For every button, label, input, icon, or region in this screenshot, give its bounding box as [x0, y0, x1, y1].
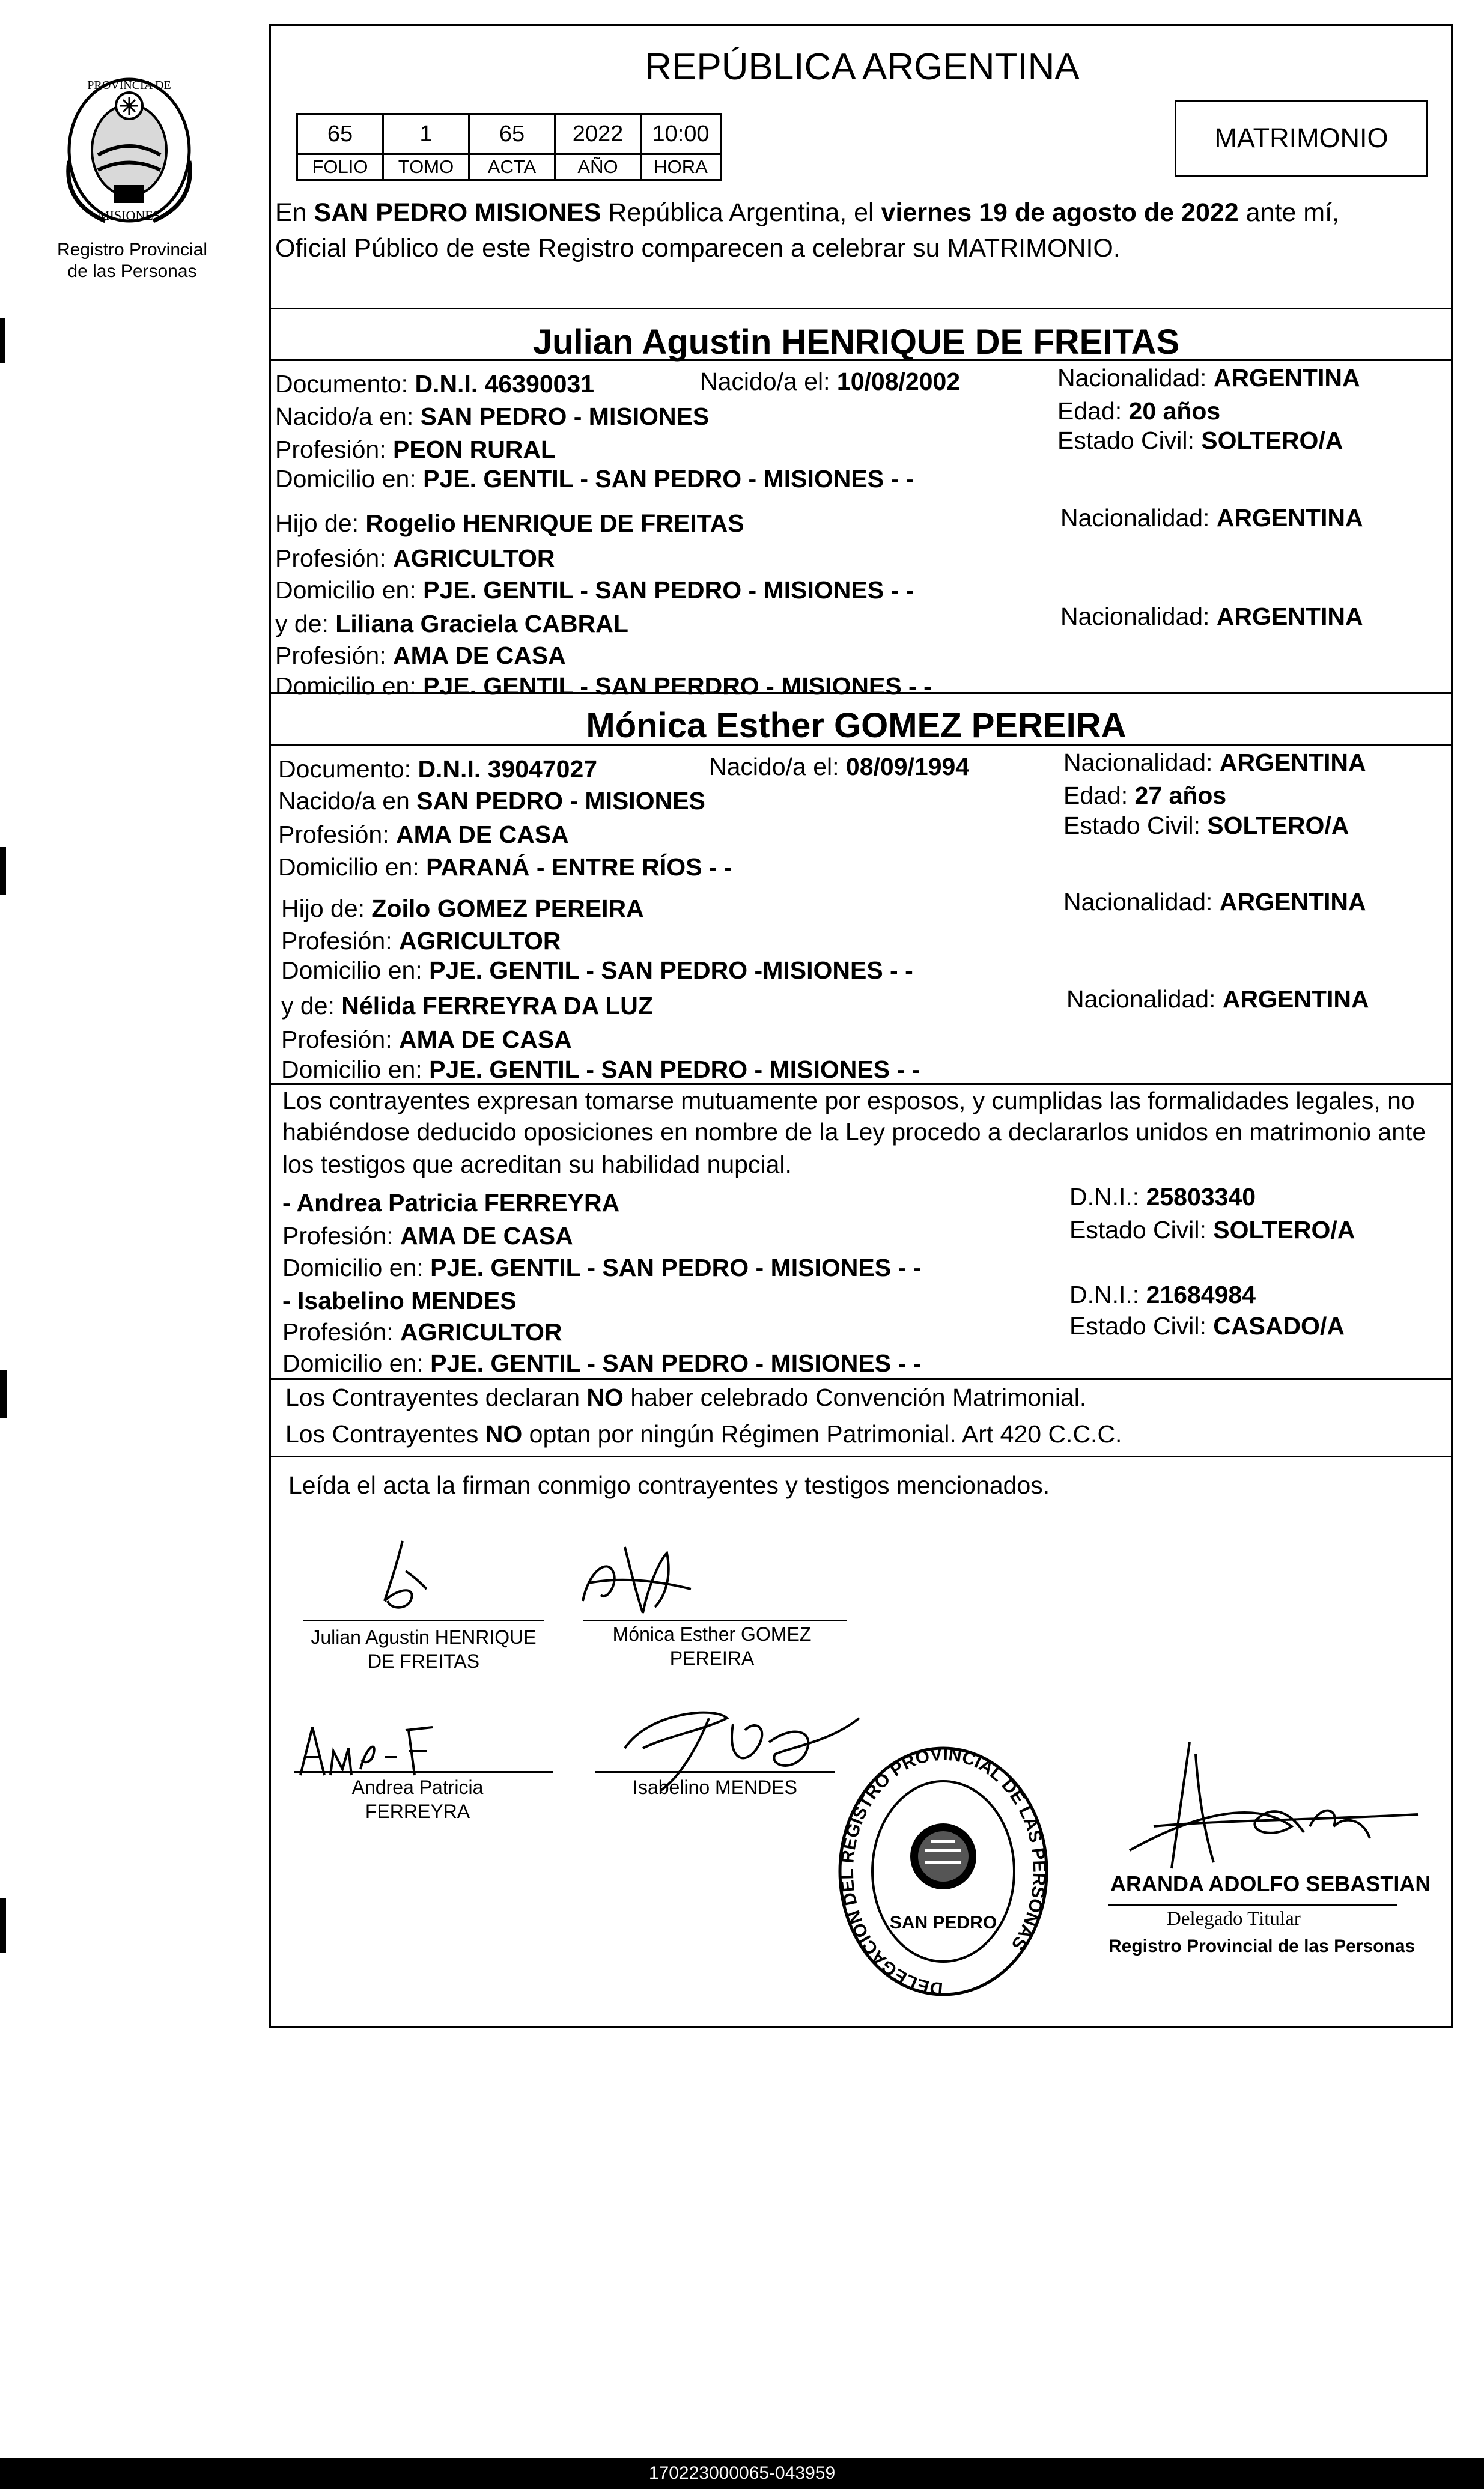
hora-label: HORA: [641, 154, 721, 180]
spouse2-age: Edad: 27 años: [1063, 782, 1227, 809]
divider: [269, 308, 1453, 309]
footer-code: 170223000065-043959: [648, 2463, 836, 2483]
signature-line: [294, 1771, 553, 1773]
acta-value: 65: [469, 114, 555, 154]
acta-label: ACTA: [469, 154, 555, 180]
witness1-dni: D.N.I.: 25803340: [1069, 1183, 1256, 1211]
divider: [269, 1083, 1453, 1085]
divider: [269, 744, 1453, 746]
anio-label: AÑO: [555, 154, 641, 180]
spouse1-profession: Profesión: PEON RURAL: [275, 436, 556, 463]
country-title: REPÚBLICA ARGENTINA: [645, 46, 1080, 88]
witness2-profession: Profesión: AGRICULTOR: [282, 1318, 562, 1346]
spouse2-mother-profession: Profesión: AMA DE CASA: [281, 1026, 572, 1053]
stamp-center-text: SAN PEDRO: [889, 1913, 997, 1933]
divider: [269, 359, 1453, 361]
stamp-ring-text: DELEGACION DEL REGISTRO PROVINCIAL DE LAS PERSONAS: [837, 1745, 1050, 1999]
officer-name: ARANDA ADOLFO SEBASTIAN: [1110, 1871, 1431, 1896]
closing-text: Leída el acta la firman conmigo contrayentes y testigos mencionados.: [288, 1471, 1050, 1499]
spouse2-document: Documento: D.N.I. 39047027: [278, 755, 598, 783]
spouse1-mother-nationality: Nacionalidad: ARGENTINA: [1060, 603, 1363, 630]
signature-officer: [1093, 1730, 1430, 1880]
spouse2-father-profession: Profesión: AGRICULTOR: [281, 927, 561, 955]
scan-mark: [0, 1898, 6, 1953]
signature-caption-witness1: Andrea Patricia FERREYRA: [351, 1776, 484, 1822]
logo-caption-line2: de las Personas: [67, 261, 197, 281]
spouse1-mother-profession: Profesión: AMA DE CASA: [275, 642, 566, 669]
witness1-civil-status: Estado Civil: SOLTERO/A: [1069, 1216, 1355, 1244]
spouse2-mother: y de: Nélida FERREYRA DA LUZ: [281, 992, 653, 1020]
signature-line: [1108, 1904, 1397, 1906]
spouse1-civil-status: Estado Civil: SOLTERO/A: [1057, 427, 1343, 454]
intro-text: República Argentina, el: [601, 198, 881, 227]
spouse2-mother-address: Domicilio en: PJE. GENTIL - SAN PEDRO - MISIONES - -: [281, 1056, 920, 1083]
spouse1-mother: y de: Liliana Graciela CABRAL: [275, 610, 628, 637]
spouse1-nationality: Nacionalidad: ARGENTINA: [1057, 364, 1360, 392]
convention-line-2: Los Contrayentes NO optan por ningún Régimen Patrimonial. Art 420 C.C.C.: [285, 1420, 1122, 1448]
intro-text: En: [275, 198, 314, 227]
signature-line: [583, 1620, 847, 1621]
signature-caption-witness2: Isabelino MENDES: [633, 1776, 797, 1798]
folio-value: 65: [297, 114, 383, 154]
footer-bar: [0, 2458, 1484, 2489]
spouse1-father-profession: Profesión: AGRICULTOR: [275, 544, 555, 572]
scan-mark: [0, 1370, 7, 1418]
seal-bottom-text: MISIONES: [98, 208, 160, 223]
signature-caption-spouse2: Mónica Esther GOMEZ PEREIRA: [612, 1623, 812, 1669]
spouse1-address: Domicilio en: PJE. GENTIL - SAN PEDRO - MISIONES - -: [275, 465, 914, 493]
officer-office: Registro Provincial de las Personas: [1108, 1936, 1416, 1956]
witness2-address: Domicilio en: PJE. GENTIL - SAN PEDRO - MISIONES - -: [282, 1349, 922, 1377]
folio-label: FOLIO: [297, 154, 383, 180]
signature-spouse2: [571, 1535, 703, 1625]
spouse1-father-address: Domicilio en: PJE. GENTIL - SAN PEDRO - MISIONES - -: [275, 576, 914, 604]
spouse2-civil-status: Estado Civil: SOLTERO/A: [1063, 812, 1349, 839]
signature-spouse1: [354, 1535, 451, 1619]
spouse1-birthdate: Nacido/a el: 10/08/2002: [700, 368, 961, 395]
signature-caption-spouse1: Julian Agustin HENRIQUE DE FREITAS: [311, 1626, 537, 1672]
spouse2-father: Hijo de: Zoilo GOMEZ PEREIRA: [281, 895, 644, 922]
hora-value: 10:00: [641, 114, 721, 154]
intro-place: SAN PEDRO MISIONES: [314, 198, 601, 227]
act-type-box: [1175, 100, 1428, 177]
act-type: MATRIMONIO: [1214, 123, 1388, 153]
divider: [269, 1378, 1453, 1380]
witness1-name: - Andrea Patricia FERREYRA: [282, 1189, 620, 1217]
spouse2-father-address: Domicilio en: PJE. GENTIL - SAN PEDRO -MISIONES - -: [281, 956, 913, 984]
signature-line: [595, 1771, 835, 1773]
spouse2-profession: Profesión: AMA DE CASA: [278, 821, 569, 848]
declaration-line-3: los testigos que acreditan su habilidad nupcial.: [282, 1150, 792, 1178]
spouse2-birthdate: Nacido/a el: 08/09/1994: [709, 753, 970, 780]
tomo-value: 1: [383, 114, 469, 154]
spouse1-document: Documento: D.N.I. 46390031: [275, 370, 595, 398]
spouse1-father-nationality: Nacionalidad: ARGENTINA: [1060, 504, 1363, 532]
intro-line-1: [275, 200, 1339, 226]
spouse1-age: Edad: 20 años: [1057, 397, 1221, 425]
official-stamp: [835, 1745, 1051, 2004]
declaration-line-2: habiéndose deducido oposiciones en nombre de la Ley procedo a declararlos unidos en matrimonio ante: [282, 1118, 1426, 1146]
officer-title: Delegado Titular: [1167, 1908, 1301, 1930]
anio-value: 2022: [555, 114, 641, 154]
intro-line-2: Oficial Público de este Registro comparecen a celebrar su MATRIMONIO.: [275, 234, 1121, 263]
scan-mark: [0, 847, 6, 895]
declaration-line-1: Los contrayentes expresan tomarse mutuamente por esposos, y cumplidas las formalidades legales, no: [282, 1087, 1415, 1114]
spouse2-name: Mónica Esther GOMEZ PEREIRA: [586, 706, 1127, 745]
divider: [269, 692, 1453, 694]
spouse1-father: Hijo de: Rogelio HENRIQUE DE FREITAS: [275, 509, 744, 537]
witness2-name: - Isabelino MENDES: [282, 1287, 517, 1314]
spouse1-birthplace: Nacido/a en: SAN PEDRO - MISIONES: [275, 403, 710, 430]
scan-mark: [0, 318, 5, 363]
witness2-civil-status: Estado Civil: CASADO/A: [1069, 1312, 1345, 1340]
spouse1-name: Julian Agustin HENRIQUE DE FREITAS: [532, 323, 1180, 362]
witness2-dni: D.N.I.: 21684984: [1069, 1281, 1256, 1308]
witness1-profession: Profesión: AMA DE CASA: [282, 1222, 573, 1250]
seal-top-text: PROVINCIA DE: [87, 79, 171, 92]
spouse2-birthplace: Nacido/a en SAN PEDRO - MISIONES: [278, 787, 705, 815]
spouse2-mother-nationality: Nacionalidad: ARGENTINA: [1066, 985, 1369, 1013]
spouse2-father-nationality: Nacionalidad: ARGENTINA: [1063, 888, 1366, 916]
intro-text: ante mí,: [1238, 198, 1339, 227]
divider: [269, 1456, 1453, 1457]
intro-date: viernes 19 de agosto de 2022: [881, 198, 1239, 227]
logo-caption: [42, 239, 222, 282]
logo-caption-line1: Registro Provincial: [56, 240, 208, 260]
spouse1-mother-address: Domicilio en: PJE. GENTIL - SAN PERDRO - MISIONES - -: [275, 672, 932, 700]
spouse2-nationality: Nacionalidad: ARGENTINA: [1063, 749, 1366, 776]
spouse2-address: Domicilio en: PARANÁ - ENTRE RÍOS - -: [278, 853, 732, 881]
convention-line-1: Los Contrayentes declaran NO haber celebrado Convención Matrimonial.: [285, 1384, 1087, 1411]
province-logo: [57, 71, 201, 233]
tomo-label: TOMO: [383, 154, 469, 180]
witness1-address: Domicilio en: PJE. GENTIL - SAN PEDRO - MISIONES - -: [282, 1254, 922, 1281]
registry-table: [296, 113, 722, 181]
signature-line: [303, 1620, 544, 1621]
